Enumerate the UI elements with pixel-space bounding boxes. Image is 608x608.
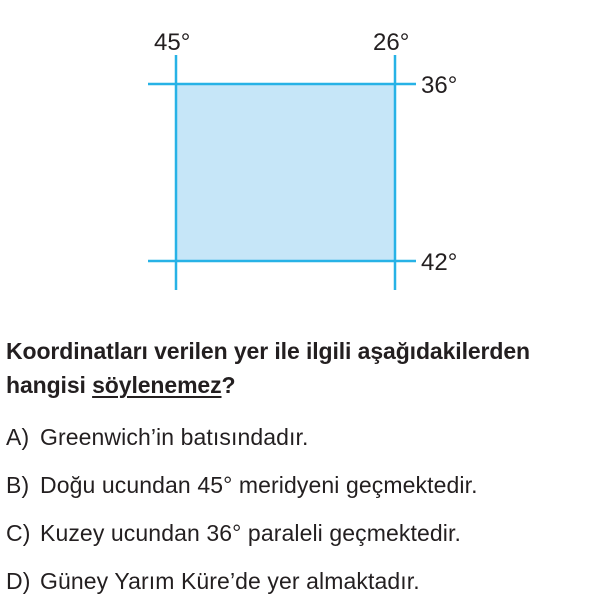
option-d-letter: D) [6, 568, 31, 594]
question-line-2-start: hangisi [6, 372, 93, 398]
meridian-label-left: 45° [154, 29, 191, 56]
meridian-label-right: 26° [373, 29, 410, 56]
question-emphasis: söylenemez [92, 372, 222, 398]
option-c-letter: C) [6, 520, 31, 546]
option-a-letter: A) [6, 424, 30, 450]
option-b[interactable] [6, 472, 478, 499]
option-c[interactable] [6, 520, 461, 547]
option-c-text: Kuzey ucundan 36° paraleli geçmektedir. [40, 520, 461, 546]
question-line-2 [6, 368, 606, 402]
question-line-1: Koordinatları verilen yer ile ilgili aşağıdakilerden [6, 338, 530, 364]
option-a-text: Greenwich’in batısındadır. [40, 424, 309, 450]
option-b-letter: B) [6, 472, 30, 498]
option-b-text: Doğu ucundan 45° meridyeni geçmektedir. [40, 472, 478, 498]
parallel-label-top: 36° [421, 72, 458, 99]
region-rectangle [176, 84, 395, 261]
option-d-text: Güney Yarım Küre’de yer almaktadır. [40, 568, 420, 594]
question-text [6, 334, 606, 402]
option-d[interactable] [6, 568, 420, 595]
option-a[interactable] [6, 424, 309, 451]
parallel-label-bottom: 42° [421, 249, 458, 276]
question-mark: ? [221, 372, 236, 398]
coordinate-diagram [0, 0, 608, 300]
